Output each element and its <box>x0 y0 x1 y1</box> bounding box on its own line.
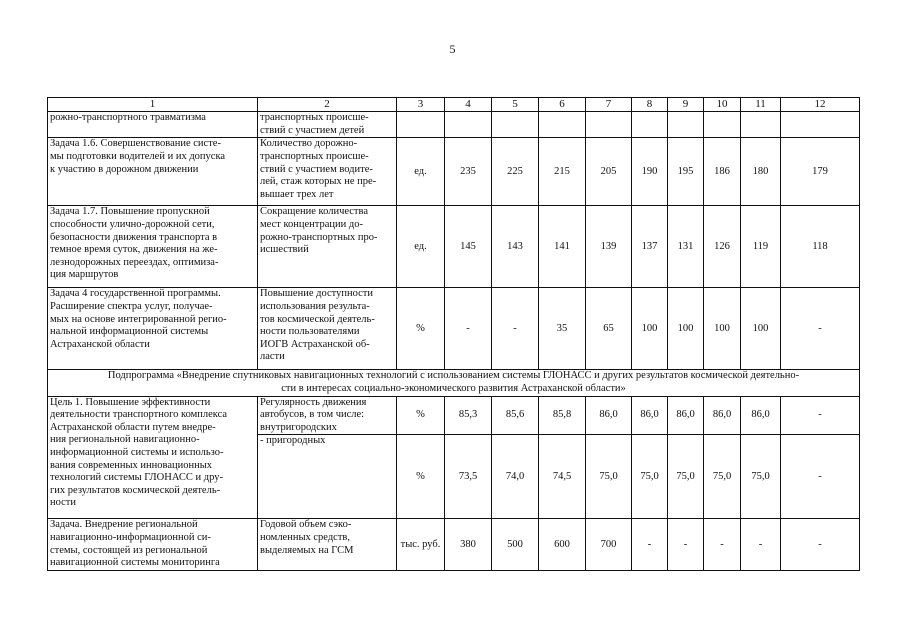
value-cell: - <box>781 435 860 519</box>
value-cell: 74,0 <box>492 435 539 519</box>
value-cell: 119 <box>741 206 781 288</box>
value-cell <box>668 112 704 138</box>
table-row <box>48 288 860 370</box>
value-cell: 225 <box>492 138 539 206</box>
value-cell <box>539 112 586 138</box>
value-cell: 86,0 <box>668 396 704 435</box>
value-cell: - <box>492 288 539 370</box>
value-cell: - <box>781 396 860 435</box>
value-cell: 35 <box>539 288 586 370</box>
value-cell: 600 <box>539 519 586 571</box>
header-cell: 10 <box>704 98 741 112</box>
value-cell: - <box>781 519 860 571</box>
value-cell: 137 <box>632 206 668 288</box>
value-cell: 75,0 <box>741 435 781 519</box>
unit-cell: тыс. руб. <box>397 519 445 571</box>
value-cell: 179 <box>781 138 860 206</box>
header-cell: 2 <box>258 98 397 112</box>
value-cell: 75,0 <box>668 435 704 519</box>
header-cell: 12 <box>781 98 860 112</box>
value-cell: 100 <box>632 288 668 370</box>
value-cell: 100 <box>704 288 741 370</box>
value-cell <box>632 112 668 138</box>
indicator-cell: Количество дорожно- транспортных происше- ствий с участием водите- лей, стаж которых не пре- вышает трех лет <box>258 138 397 206</box>
header-cell: 9 <box>668 98 704 112</box>
page-number: 5 <box>449 42 456 56</box>
value-cell: - <box>445 288 492 370</box>
subprogram-row <box>48 370 860 396</box>
value-cell: 700 <box>586 519 632 571</box>
header-cell: 8 <box>632 98 668 112</box>
value-cell: - <box>741 519 781 571</box>
header-cell: 11 <box>741 98 781 112</box>
task-cell: Задача 1.6. Совершенствование систе- мы подготовки водителей и их допуска к участию в дорожном движении <box>48 138 258 206</box>
value-cell: 205 <box>586 138 632 206</box>
value-cell: 85,3 <box>445 396 492 435</box>
task-cell: рожно-транспортного травматизма <box>48 112 258 138</box>
unit-cell: % <box>397 396 445 435</box>
value-cell: 74,5 <box>539 435 586 519</box>
value-cell: 85,8 <box>539 396 586 435</box>
value-cell: - <box>704 519 741 571</box>
value-cell: 131 <box>668 206 704 288</box>
value-cell <box>741 112 781 138</box>
value-cell: - <box>632 519 668 571</box>
indicator-cell: транспортных происше- ствий с участием детей <box>258 112 397 138</box>
value-cell: 86,0 <box>586 396 632 435</box>
unit-cell: % <box>397 288 445 370</box>
value-cell: 180 <box>741 138 781 206</box>
indicator-cell: Регулярность движения автобусов, в том числе: внутригородских <box>258 396 397 435</box>
value-cell <box>704 112 741 138</box>
value-cell: 75,0 <box>704 435 741 519</box>
header-cell: 3 <box>397 98 445 112</box>
value-cell <box>781 112 860 138</box>
table-row <box>48 112 860 138</box>
value-cell <box>586 112 632 138</box>
value-cell <box>492 112 539 138</box>
value-cell: 65 <box>586 288 632 370</box>
header-cell: 6 <box>539 98 586 112</box>
task-cell: Задача 1.7. Повышение пропускной способности улично-дорожной сети, безопасности движения транспорта в темное время суток, движения на же- лезнодорожных переездах, оптимиза- ция маршрутов <box>48 206 258 288</box>
value-cell: 190 <box>632 138 668 206</box>
value-cell: 75,0 <box>632 435 668 519</box>
task-cell: Задача 4 государственной программы. Расширение спектра услуг, получае- мых на основе интегрированной регио- нальной информационной системы Астраханской области <box>48 288 258 370</box>
value-cell: 86,0 <box>704 396 741 435</box>
unit-cell <box>397 112 445 138</box>
table-row <box>48 206 860 288</box>
unit-cell: % <box>397 435 445 519</box>
header-cell: 1 <box>48 98 258 112</box>
value-cell: 75,0 <box>586 435 632 519</box>
header-cell: 7 <box>586 98 632 112</box>
value-cell: 139 <box>586 206 632 288</box>
indicator-cell: Повышение доступности использования результа- тов космической деятель- ности пользователями ИОГВ Астраханской об- ласти <box>258 288 397 370</box>
unit-cell: ед. <box>397 206 445 288</box>
value-cell: 85,6 <box>492 396 539 435</box>
value-cell: - <box>781 288 860 370</box>
value-cell: 73,5 <box>445 435 492 519</box>
indicators-table <box>47 97 860 571</box>
value-cell: 500 <box>492 519 539 571</box>
value-cell: 186 <box>704 138 741 206</box>
header-cell: 4 <box>445 98 492 112</box>
value-cell: 126 <box>704 206 741 288</box>
value-cell: 215 <box>539 138 586 206</box>
value-cell <box>445 112 492 138</box>
value-cell: 141 <box>539 206 586 288</box>
unit-cell: ед. <box>397 138 445 206</box>
indicator-cell: Годовой объем сэко- номленных средств, выделяемых на ГСМ <box>258 519 397 571</box>
value-cell: 380 <box>445 519 492 571</box>
value-cell: 145 <box>445 206 492 288</box>
value-cell: 143 <box>492 206 539 288</box>
value-cell: - <box>668 519 704 571</box>
value-cell: 86,0 <box>632 396 668 435</box>
indicator-cell: Сокращение количества мест концентрации до- рожно-транспортных про- исшествий <box>258 206 397 288</box>
indicator-cell: - пригородных <box>258 435 397 519</box>
subprogram-title: Подпрограмма «Внедрение спутниковых навигационных технологий с использованием системы ГЛОНАСС и других результатов космической деятельно- сти в интересах социально-экономического развития Астраханской области» <box>48 370 860 396</box>
value-cell: 100 <box>668 288 704 370</box>
value-cell: 195 <box>668 138 704 206</box>
goal-cell: Цель 1. Повышение эффективности деятельности транспортного комплекса Астраханской области путем внедре- ния региональной навигационно- информационной системы и использо- вания современных инновационных технологий системы ГЛОНАСС и дру- гих результатов космической деятель- ности <box>48 396 258 519</box>
value-cell: 118 <box>781 206 860 288</box>
header-cell: 5 <box>492 98 539 112</box>
task-cell: Задача. Внедрение региональной навигационно-информационной си- стемы, состоящей из региональной навигационной системы мониторинга <box>48 519 258 571</box>
table-row <box>48 396 860 435</box>
table-header-row <box>48 98 860 112</box>
table-row <box>48 519 860 571</box>
value-cell: 235 <box>445 138 492 206</box>
value-cell: 100 <box>741 288 781 370</box>
value-cell: 86,0 <box>741 396 781 435</box>
table-row <box>48 138 860 206</box>
